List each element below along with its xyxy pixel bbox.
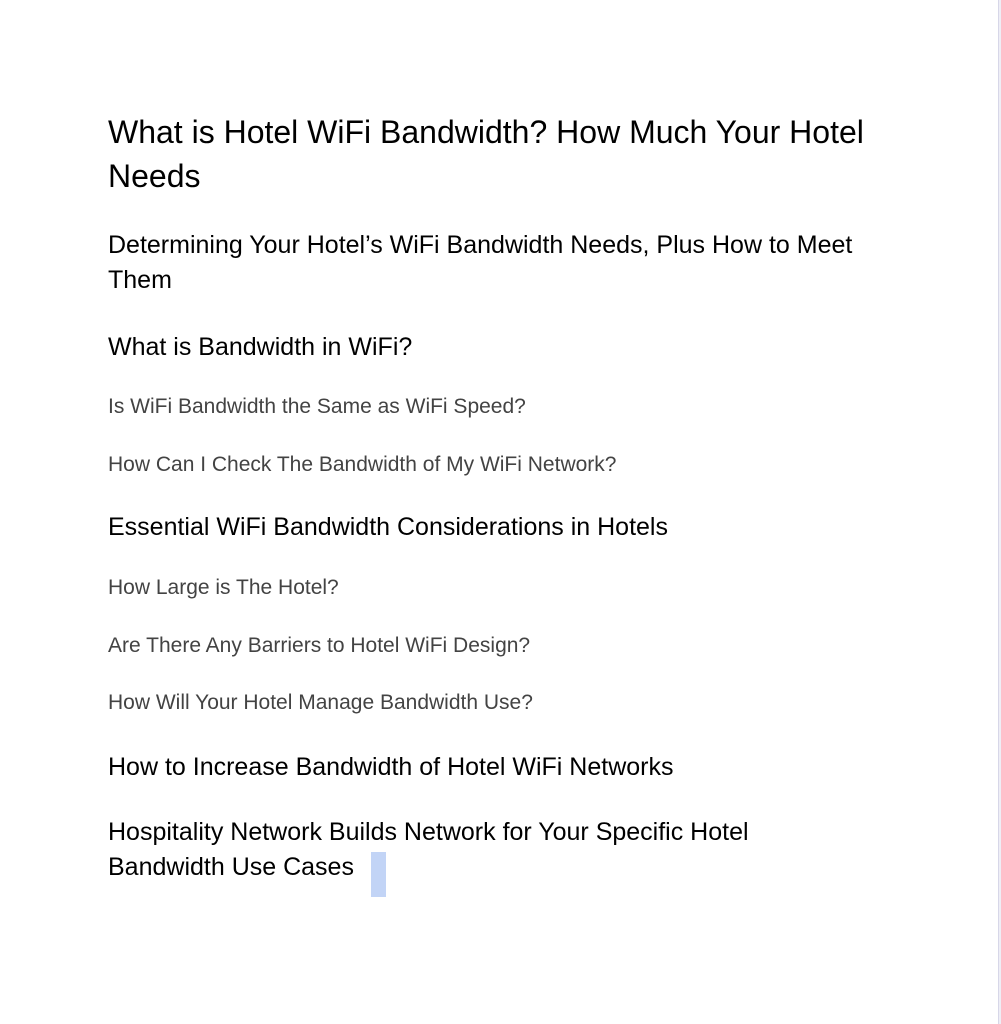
- heading-increase-bandwidth[interactable]: How to Increase Bandwidth of Hotel WiFi Networks: [108, 753, 674, 781]
- subheading-check-bandwidth[interactable]: How Can I Check The Bandwidth of My WiFi Network?: [108, 453, 617, 476]
- subheading-manage-bandwidth[interactable]: How Will Your Hotel Manage Bandwidth Use?: [108, 691, 533, 714]
- subheading-hotel-size[interactable]: How Large is The Hotel?: [108, 576, 339, 599]
- heading-hospitality-network[interactable]: Hospitality Network Builds Network for Your Specific Hotel Bandwidth Use Cases: [108, 818, 749, 881]
- document-title[interactable]: What is Hotel WiFi Bandwidth? How Much Your Hotel Needs: [108, 114, 864, 194]
- text-cursor-selection: [371, 852, 386, 897]
- heading-determining-needs[interactable]: Determining Your Hotel’s WiFi Bandwidth Needs, Plus How to Meet Them: [108, 231, 853, 294]
- subheading-bandwidth-vs-speed[interactable]: Is WiFi Bandwidth the Same as WiFi Speed?: [108, 395, 526, 418]
- heading-what-is-bandwidth[interactable]: What is Bandwidth in WiFi?: [108, 333, 413, 361]
- subheading-design-barriers[interactable]: Are There Any Barriers to Hotel WiFi Design?: [108, 634, 531, 657]
- heading-essential-considerations[interactable]: Essential WiFi Bandwidth Considerations in Hotels: [108, 513, 668, 541]
